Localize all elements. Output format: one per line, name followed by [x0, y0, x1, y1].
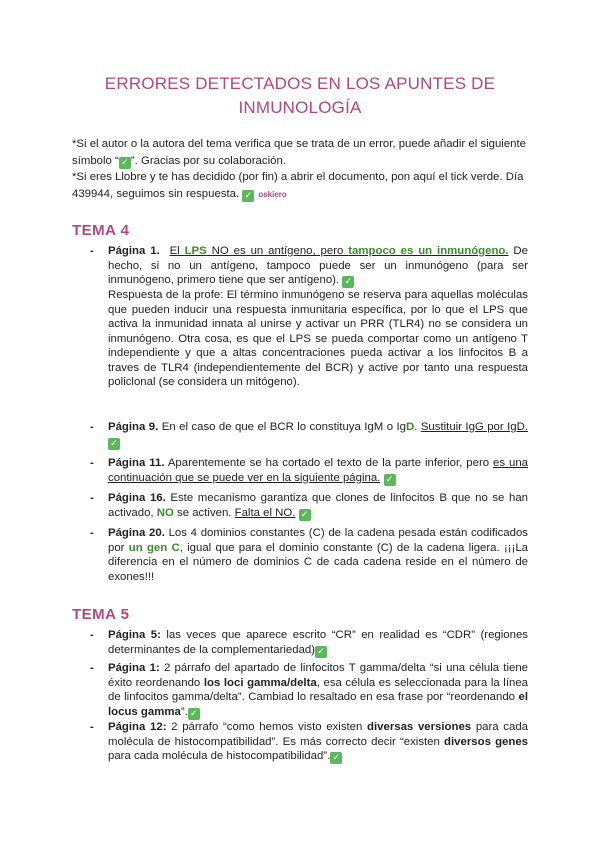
- document-title: [40, 72, 560, 120]
- intro-line-1: *Si el autor o la autora del tema verifica que se trata de un error, puede añadir el siguiente símbolo “: [72, 138, 527, 167]
- check-icon: ✓: [315, 646, 327, 658]
- list-item: - Página 16. Este mecanismo garantiza que clones de linfocitos B que no se han activado, NO se activen. Falta el NO. ✓: [90, 492, 528, 520]
- list-item: - Página 20. Los 4 dominios constantes (C) de la cadena pesada están codificados por un gen C, igual que para el dominio constante (C) de la cadena ligera. ¡¡¡La diferencia en el número de dominios C de cada cadena reside en el número de exones!!!: [90, 527, 528, 583]
- list-item: - Página 12: 2 párrafo “como hemos visto existen diversas versiones para cada molécula de histocompatibilidad”. Es más correcto decir “existen diversos genes para cada molécula de histocompatibilidad”. ✓: [90, 721, 528, 763]
- list-item: - Página 9. En el caso de que el BCR lo constituya IgM o IgD. Sustituir IgG por IgD. ✓: [90, 421, 529, 449]
- professor-reply: Respuesta de la profe: El término inmunógeno se reserva para aquellas moléculas que pueden inducir una respuesta inmunitaria específica, por lo que el LPS que activa la inmunidad innata al unirse y activar un PRR (TLR4) no se considera un inmunógeno. Otra cosa, es que el LPS se pueda comportar como un antígeno T independiente y que a altas concentraciones pueda activar a los linfocitos B a traves de TLR4 (independientemente del BCR) y active por tanto una respuesta policlonal (se considera un mitógeno).: [108, 289, 528, 388]
- user-tag: oskiero: [258, 189, 287, 199]
- intro-note: [72, 136, 532, 203]
- check-icon: ✓: [242, 190, 254, 202]
- intro-line-1-end: ”. Gracias por su colaboración.: [130, 154, 286, 167]
- check-icon: ✓: [188, 708, 200, 720]
- title-line-2: INMUNOLOGÍA: [238, 98, 362, 117]
- list-item: - Página 5: las veces que aparece escrito “CR” en realidad es “CDR” (regiones determinantes de la complementariedad) ✓: [90, 629, 528, 657]
- intro-line-2: *Si eres Llobre y te has decidido (por fin) a abrir el documento, pon aquí el tick verde. Día 439944, seguimos sin respuesta.: [72, 171, 524, 200]
- check-icon: ✓: [108, 438, 120, 450]
- section-heading-tema4: TEMA 4: [72, 222, 130, 239]
- section-heading-tema5: TEMA 5: [72, 606, 130, 623]
- check-icon: ✓: [342, 276, 354, 288]
- check-icon: ✓: [119, 157, 131, 169]
- list-item: - Página 1: 2 párrafo del apartado de linfocitos T gamma/delta “si una célula tiene éxito reordenando los loci gamma/delta, esa célula es seleccionada para la línea de linfocitos gamma/delta”. Cambiad lo resaltado en esa frase por “reordenando el locus gamma”. ✓: [90, 662, 529, 719]
- check-icon: ✓: [330, 752, 342, 764]
- title-line-1: ERRORES DETECTADOS EN LOS APUNTES DE: [104, 74, 496, 93]
- check-icon: ✓: [299, 509, 311, 521]
- list-item: - Página 1. El LPS NO es un antígeno, pero tampoco es un inmunógeno. De hecho, si no un antígeno, tampoco puede ser un inmunógeno (para ser inmunógeno, primero tiene que ser antígeno). ✓ Respuesta de la profe: El término inmunógeno se reserva para aquellas moléculas que pueden inducir una respuesta inmunitaria específica, por lo que el LPS que activa la inmunidad innata al unirse y activar un PRR (TLR4) no se considera un inmunógeno. Otra cosa, es que el LPS se pueda comportar como un antígeno T independiente y que a altas concentraciones pueda activar a los linfocitos B a traves de TLR4 (independientemente del BCR) y active por tanto una respuesta policlonal (se considera un mitógeno).: [90, 245, 528, 388]
- list-item: - Página 11. Aparentemente se ha cortado el texto de la parte inferior, pero es una continuación que se puede ver en la siguiente página. ✓: [90, 457, 528, 485]
- check-icon: ✓: [384, 474, 396, 486]
